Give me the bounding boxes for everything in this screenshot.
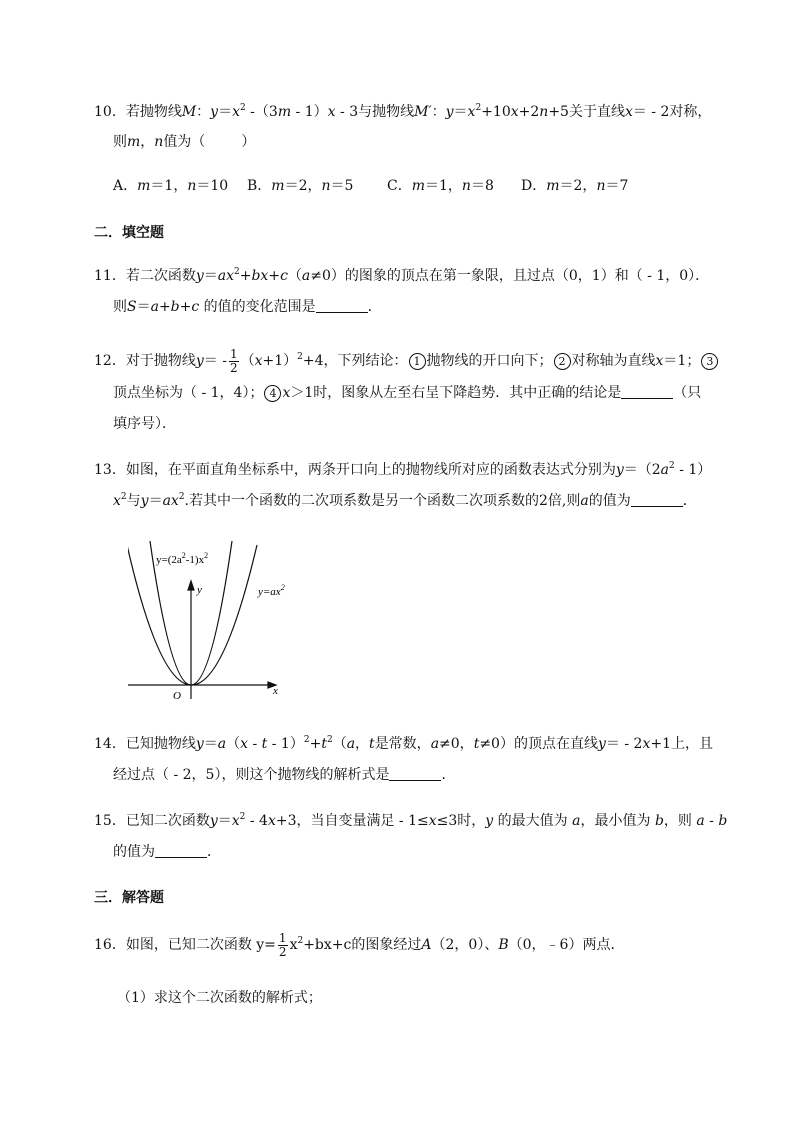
q15-line1: 15．已知二次函数$y=x^2 - 4x+3$，当自变量满足 - 1≤x≤3时，y 的最大值为 a，最小值为 b，则 a - b [94, 812, 728, 829]
q10-line1: 10．若抛物线M：$y=x^2$ -（3m - 1）x - 3与抛物线M′：$y=x^2+10x+2n+5$关于直线x＝ - 2对称， [94, 103, 712, 120]
y-axis-label: y [197, 584, 202, 596]
answer-blank[interactable] [389, 767, 441, 781]
fraction: $\frac{1}{2}$ [278, 930, 287, 959]
section-fill-in: 二．填空题 [94, 225, 164, 241]
curve-label-1: $y=(2a^2-1)x^2$ [156, 551, 209, 566]
q10-option-c[interactable]: C．m＝1，n＝8 [387, 178, 494, 194]
fraction: $\frac{1}{2}$ [229, 346, 238, 375]
q14-line2: 经过点（ - 2，5），则这个抛物线的解析式是 ． [113, 767, 456, 783]
curve-label-2: $y=ax^2$ [258, 583, 285, 598]
q11-line1: 11．若二次函数$y=ax^2+bx+c(a\ne 0)$的图象的顶点在第一象限，且过点（0，1）和（ - 1，0）． [94, 267, 710, 284]
q10-option-b[interactable]: B．m＝2，n＝5 [247, 178, 354, 194]
q13-line1: 13．如图，在平面直角坐标系中，两条开口向上的抛物线所对应的函数表达式分别为$y=(2a^2 - 1)$ [94, 461, 712, 478]
q14-line1: 14．已知抛物线$y=a(x - t - 1)^2+t^2(a$，t是常数，a≠0，t≠0）的顶点在直线y＝ - 2x+1上，且 [94, 735, 713, 752]
q12-line3: 填序号）． [113, 416, 176, 432]
circled-number-1: 1 [409, 353, 426, 370]
x-axis-label: x [273, 685, 278, 697]
parabola-wide [128, 545, 257, 685]
answer-blank[interactable] [631, 493, 683, 507]
q10-option-a[interactable]: A．m＝1，n＝10 [113, 178, 229, 194]
answer-blank[interactable] [155, 844, 207, 858]
q12-line2: 顶点坐标为（ - 1，4）； 4 x＞1时，图象从左至右呈下降趋势．其中正确的结论是 （只 [113, 385, 702, 401]
q16-subquestion-1: （1）求这个二次函数的解析式； [117, 990, 322, 1006]
answer-blank[interactable] [316, 299, 368, 313]
origin-label: O [173, 690, 181, 702]
section-solve: 三．解答题 [94, 890, 164, 906]
q13-line2: $x^2$与$y=ax^2$.若其中一个函数的二次项系数是另一个函数二次项系数的2倍,则a的值为 ． [113, 492, 697, 509]
answer-blank[interactable] [621, 385, 673, 399]
q11-line2: 则S＝a+b+c 的值的变化范围是 ． [113, 299, 382, 315]
circled-number-3: 3 [701, 353, 718, 370]
q15-line2: 的值为 ． [113, 844, 221, 860]
q16-line1: 16．如图，已知二次函数 y= $\frac{1}{2}$ $x^2+bx+c$的图象经过A（2，0）、B（0，﹣6）两点． [94, 930, 625, 959]
q12-line1: 12．对于抛物线y＝ - $\frac{1}{2}$ $(x+1)^2+4$，下列结论： 1 抛物线的开口向下； 2 对称轴为直线x＝1； 3 [94, 346, 719, 376]
q10-option-d[interactable]: D．m＝2，n＝7 [521, 178, 629, 194]
y-axis-arrow [188, 581, 194, 590]
q10-line2: 则m，n值为（ ） [113, 134, 256, 150]
circled-number-4: 4 [264, 385, 281, 402]
parabola-graph [128, 537, 304, 703]
circled-number-2: 2 [554, 353, 571, 370]
